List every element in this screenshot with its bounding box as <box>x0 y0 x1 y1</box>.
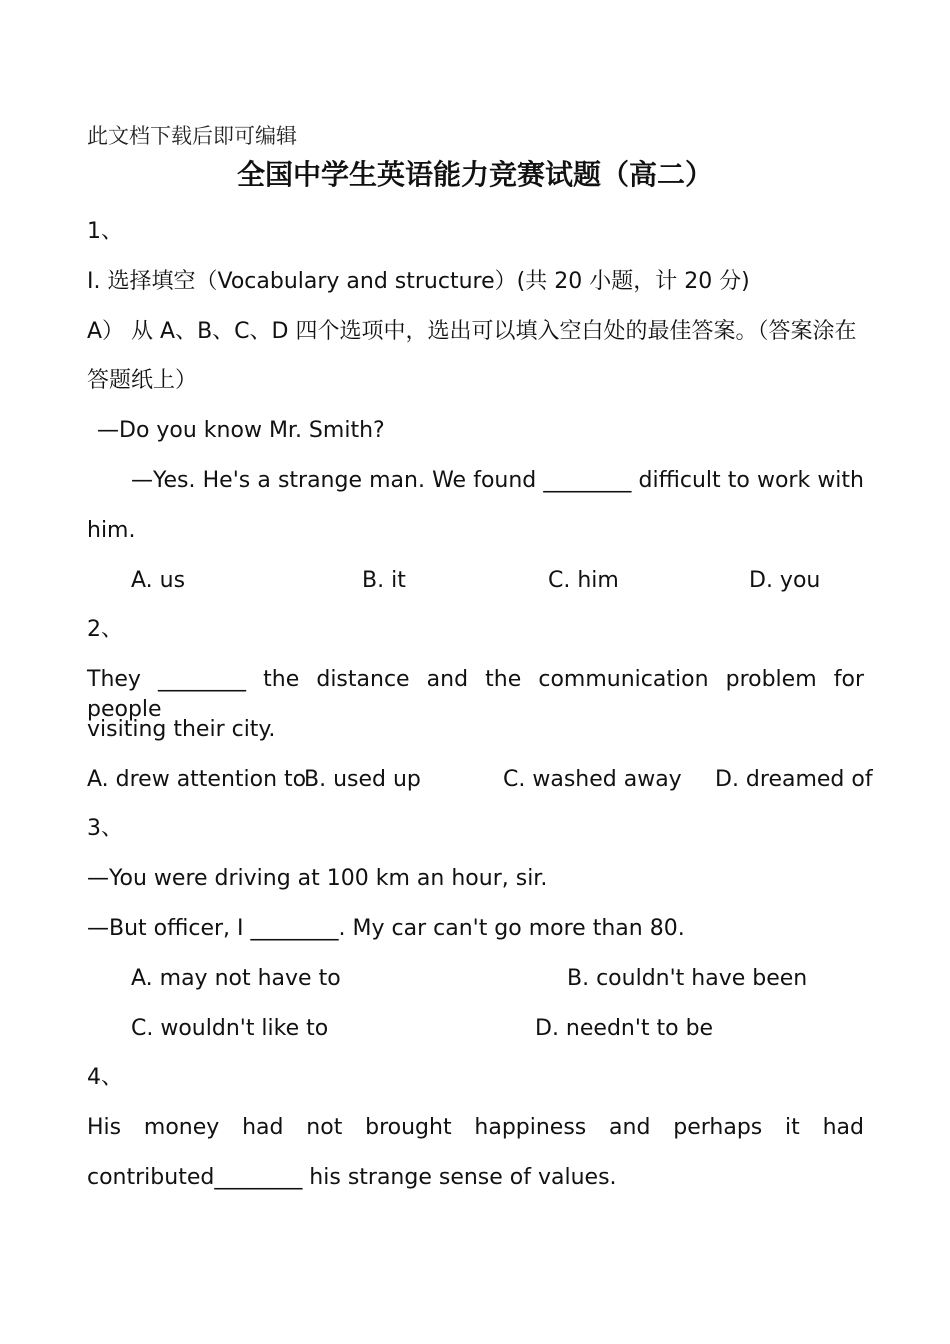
question-2-text-2: visiting their city. <box>87 717 276 742</box>
instruction-line-2: 答题纸上） <box>87 368 198 393</box>
question-1-option-a: A. us <box>131 568 186 593</box>
question-1-dialog-1: —Do you know Mr. Smith? <box>97 418 385 443</box>
question-3-text-1: —You were driving at 100 km an hour, sir. <box>87 866 548 891</box>
page-title: 全国中学生英语能力竞赛试题（高二） <box>236 158 713 191</box>
question-2-option-c: C. washed away <box>503 767 682 792</box>
question-2-option-d: D. dreamed of <box>715 767 873 792</box>
question-1-option-c: C. him <box>548 568 619 593</box>
question-2-option-b: B. used up <box>304 767 421 792</box>
instruction-line-1: A） 从 A、B、C、D 四个选项中，选出可以填入空白处的最佳答案。（答案涂在 <box>87 319 857 344</box>
question-4-text-1: His money had not brought happiness and perhaps it had <box>87 1115 864 1140</box>
question-3-option-a: A. may not have to <box>131 966 341 991</box>
header-note: 此文档下载后即可编辑 <box>87 124 297 148</box>
question-1-number: 1、 <box>87 219 123 244</box>
section-heading: I. 选择填空（Vocabulary and structure）(共 20 小题，计 20 分) <box>87 269 750 294</box>
question-3-option-d: D. needn't to be <box>535 1016 714 1041</box>
question-3-number: 3、 <box>87 816 123 841</box>
question-2-option-a: A. drew attention to <box>87 767 307 792</box>
question-3-option-c: C. wouldn't like to <box>131 1016 329 1041</box>
question-1-dialog-2-cont: him. <box>87 518 136 543</box>
question-3-option-b: B. couldn't have been <box>567 966 808 991</box>
question-4-number: 4、 <box>87 1065 123 1090</box>
question-2-text-1: They ________ the distance and the communication problem for people <box>87 667 864 722</box>
question-1-option-d: D. you <box>749 568 821 593</box>
question-4-text-2: contributed________ his strange sense of values. <box>87 1165 617 1190</box>
question-3-text-2: —But officer, I ________. My car can't go more than 80. <box>87 916 685 941</box>
question-1-option-b: B. it <box>362 568 406 593</box>
question-2-number: 2、 <box>87 617 123 642</box>
question-1-dialog-2: —Yes. He's a strange man. We found ________ difficult to work with <box>131 468 864 493</box>
